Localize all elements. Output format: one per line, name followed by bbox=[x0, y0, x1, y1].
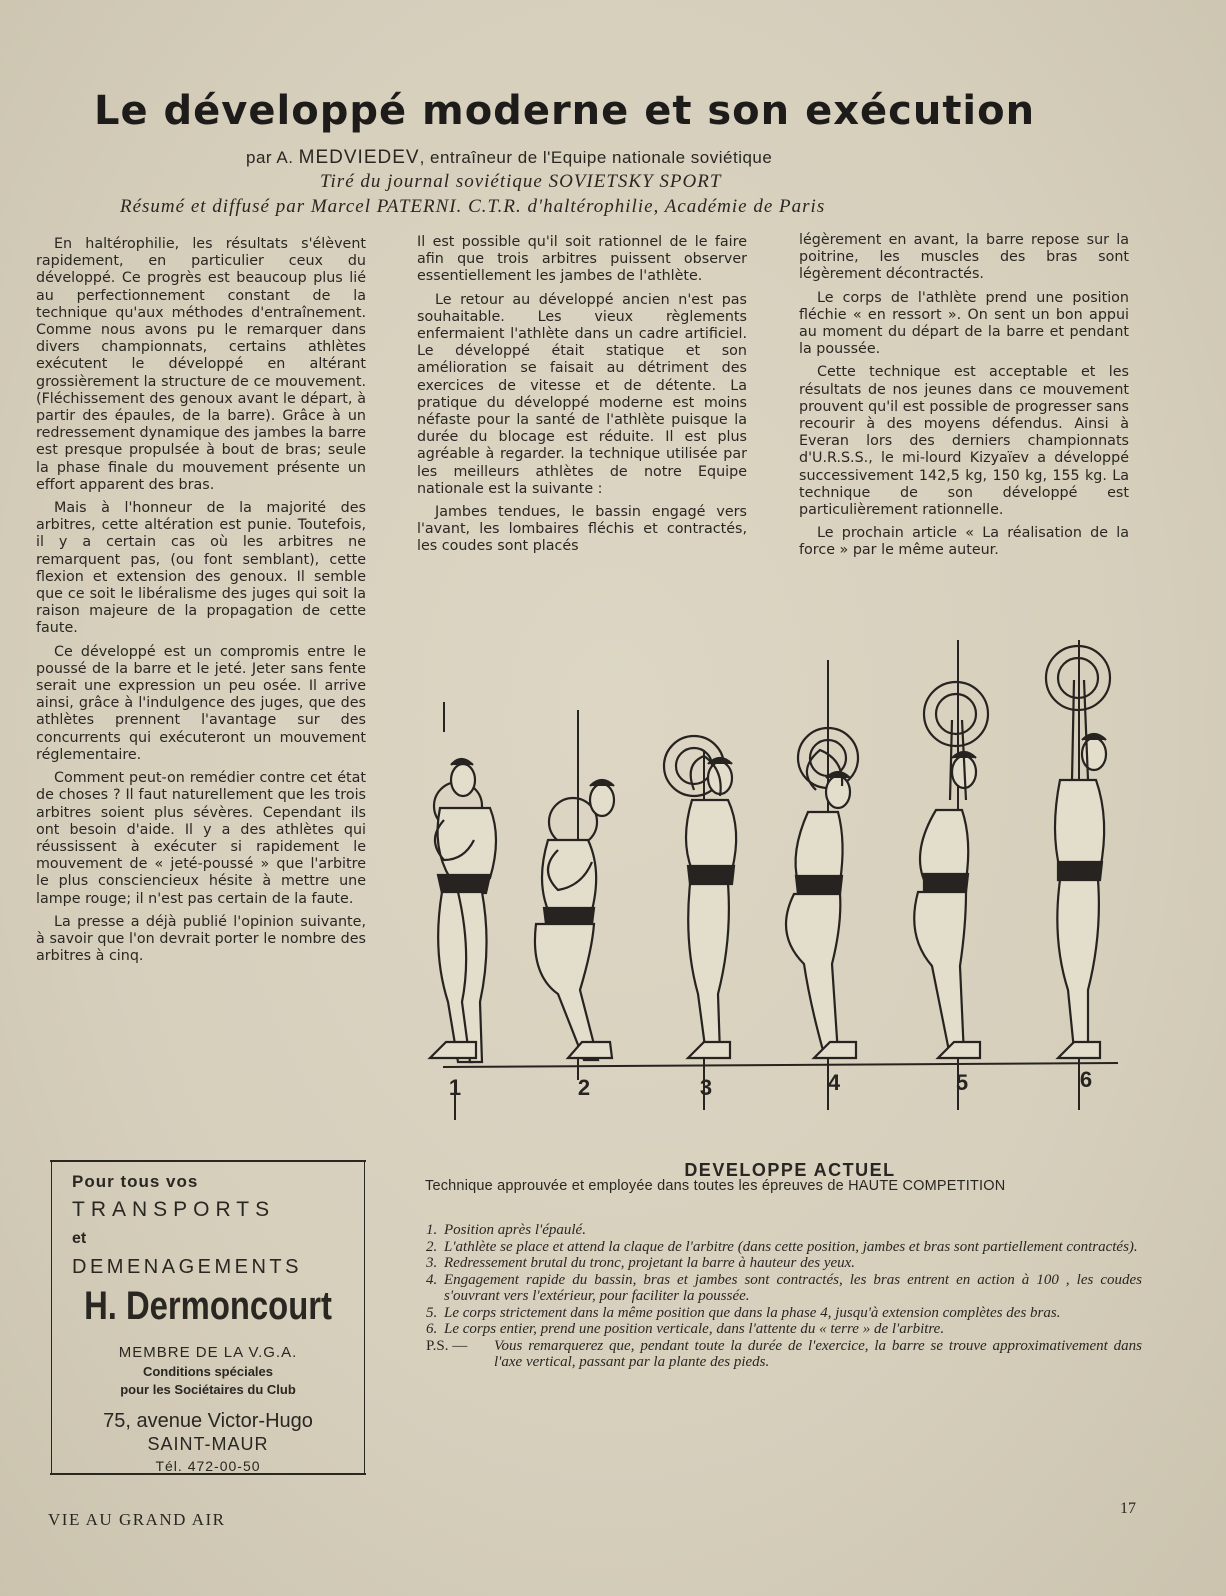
paragraph: En haltérophilie, les résultats s'élèvent rapidement, en particulier ceux du développé. Ce progrès est beaucoup plus lié au perfectionnement constant de la technique qu'aux méthodes d'entraînement. Comme nous avons pu le remarquer dans divers championnats, certains athlètes exécutent le développé en altérant grossièrement la structure de ce mouvement. (Fléchissement des genoux avant le départ, à partir des épaules, de la barre). Grâce à un redressement dynamique des jambes la barre est presque propulsée à bout de bras; seule la phase finale du mouvement présente un effort apparent des bras. bbox=[36, 236, 366, 493]
paragraph: Le retour au développé ancien n'est pas souhaitable. Les vieux règlements enfermaient l'athlète dans un cadre artificiel. Le développé était statique et son amélioration se faisait au détriment des exercices de vitesse et de détente. La pratique du développé moderne est moins néfaste pour la santé de l'athlète puisque la durée du blocage est réduite. Il est plus agréable à regarder. la technique utilisée par les meilleurs athlètes de notre Equipe nationale est la suivante : bbox=[417, 291, 747, 497]
list-item: 6. Le corps entier, prend une position verticale, dans l'attente du « terre » de l'arbitre. bbox=[426, 1321, 945, 1337]
list-item: P.S. — Vous remarquerez que, pendant toute la durée de l'exercice, la barre se trouve approximativement dans l'axe vertical, passant par la plante des pieds. bbox=[426, 1337, 1142, 1370]
paragraph: Le corps de l'athlète prend une position fléchie « en ressort ». On sent un bon appui au moment du départ de la barre et pendant la poussée. bbox=[799, 289, 1129, 358]
phase-descriptions bbox=[426, 1222, 1142, 1371]
ad-company-name: H. Dermoncourt bbox=[84, 1284, 332, 1328]
athlete-figure-4 bbox=[786, 728, 858, 1058]
column-1 bbox=[36, 236, 366, 971]
ad-line-2: TRANSPORTS bbox=[72, 1198, 276, 1221]
author-name: MEDVIEDEV bbox=[298, 147, 420, 168]
list-item: 3. Redressement brutal du tronc, projetant la barre à hauteur des yeux. bbox=[426, 1255, 856, 1271]
list-item: 4. Engagement rapide du bassin, bras et jambes sont contractés, les bras entrent en action à 100 , les coudes s'ouvrant vers l'extérieur, pour faciliter la poussée. bbox=[426, 1271, 1142, 1304]
list-item: 5. Le corps strictement dans la même position que dans la phase 4, jusqu'à extension complètes des bras. bbox=[426, 1304, 1061, 1321]
athlete-figure-5 bbox=[914, 682, 988, 1058]
divider bbox=[50, 1160, 366, 1162]
phase-number-1: 1 bbox=[448, 1075, 462, 1100]
paragraph: Ce développé est un compromis entre le poussé de la barre et le jeté. Jeter sans fente serait une expression un peu osée. Il arrive ainsi, grâce à l'indulgence des juges, que des athlètes prennent l'avantage sur des concurrents qui exécuteront un mouvement réglementaire. bbox=[36, 643, 366, 763]
column-2 bbox=[417, 234, 747, 562]
ad-address: 75, avenue Victor-Hugo bbox=[103, 1410, 313, 1432]
ad-line-4: DEMENAGEMENTS bbox=[72, 1256, 302, 1278]
ad-phone: Tél. 472-00-50 bbox=[155, 1458, 261, 1474]
author-role: , entraîneur de l'Equipe nationale soviétique bbox=[419, 148, 773, 167]
paragraph: Mais à l'honneur de la majorité des arbitres, cette altération est punie. Toutefois, il y a certain cas où les arbitres ne remarquent pas, (ou font semblant), cette flexion et extension des genoux. Il semble que ce soit le libéralisme des juges qui soit la raison majeure de la propagation de cette faute. bbox=[36, 500, 366, 637]
press-phases-illustration bbox=[418, 640, 1138, 1140]
paragraph: La presse a déjà publié l'opinion suivante, à savoir que l'on devrait porter le nombre des arbitres à cinq. bbox=[36, 913, 366, 965]
magazine-name: VIE AU GRAND AIR bbox=[48, 1510, 226, 1529]
paragraph: Le prochain article « La réalisation de la force » par le même auteur. bbox=[799, 525, 1129, 559]
source-line: Tiré du journal soviétique SOVIETSKY SPORT bbox=[320, 171, 722, 192]
article-title: Le développé moderne et son exécution bbox=[94, 88, 1036, 134]
athlete-figure-2 bbox=[535, 780, 614, 1060]
paragraph: Cette technique est acceptable et les résultats de nos jeunes dans ce mouvement prouvent qu'il est possible de progresser sans recourir à des moyens défendus. Ainsi à Everan lors des derniers championnats d'U.R.S.S., le mi-lourd Kizyaïev a développé successivement 142,5 kg, 150 kg, 155 kg. La technique de son développé est particulièrement rationnelle. bbox=[799, 364, 1129, 519]
athlete-figure-3 bbox=[664, 736, 736, 1058]
paragraph: Jambes tendues, le bassin engagé vers l'avant, les lombaires fléchis et contractés, les coudes sont placés bbox=[417, 504, 747, 555]
summary-line: Résumé et diffusé par Marcel PATERNI. C.T.R. d'haltérophilie, Académie de Paris bbox=[120, 196, 826, 217]
ad-line-1: Pour tous vos bbox=[72, 1172, 199, 1191]
column-3 bbox=[799, 232, 1129, 566]
phase-number-4: 4 bbox=[827, 1070, 841, 1095]
byline-prefix: par A. bbox=[246, 148, 294, 167]
ad-city: SAINT-MAUR bbox=[147, 1434, 269, 1454]
ad-for-members: pour les Sociétaires du Club bbox=[120, 1382, 296, 1397]
list-item: 2. L'athlète se place et attend la claque de l'arbitre (dans cette position, jambes et bras sont partiellement contractés). bbox=[426, 1238, 1138, 1255]
byline bbox=[246, 147, 772, 169]
athlete-figure-1 bbox=[430, 759, 496, 1062]
phase-number-3: 3 bbox=[699, 1075, 713, 1100]
list-item: 1. Position après l'épaulé. bbox=[426, 1222, 586, 1238]
ad-line-3: et bbox=[72, 1230, 87, 1247]
floor-line bbox=[443, 1063, 1118, 1067]
ad-member: MEMBRE DE LA V.G.A. bbox=[118, 1344, 298, 1361]
advertisement-box bbox=[51, 1160, 365, 1475]
phase-number-6: 6 bbox=[1079, 1067, 1093, 1092]
phase-number-2: 2 bbox=[577, 1075, 591, 1100]
paragraph: légèrement en avant, la barre repose sur la poitrine, les muscles des bras sont légèrement décontractés. bbox=[799, 232, 1129, 283]
ad-conditions: Conditions spéciales bbox=[142, 1364, 274, 1379]
phase-number-5: 5 bbox=[955, 1070, 969, 1095]
paragraph: Il est possible qu'il soit rationnel de le faire afin que trois arbitres puissent observer essentiellement les jambes de l'athlète. bbox=[417, 234, 747, 285]
paragraph: Comment peut-on remédier contre cet état de choses ? Il faut naturellement que les trois arbitres soient plus sévères. Cependant ils ont besoin d'aide. Il y a des athlètes qui réussissent à exécuter si rapidement le mouvement de « jeté-poussé » que l'arbitre le plus consciencieux hésite à mettre une lampe rouge; il n'est pas certain de la faute. bbox=[36, 770, 366, 907]
figure-caption-subtitle: Technique approuvée et employée dans toutes les épreuves de HAUTE COMPETITION bbox=[425, 1178, 1006, 1194]
figure-caption-title: DEVELOPPE ACTUEL bbox=[684, 1160, 896, 1180]
page-number: 17 bbox=[1120, 1500, 1136, 1517]
